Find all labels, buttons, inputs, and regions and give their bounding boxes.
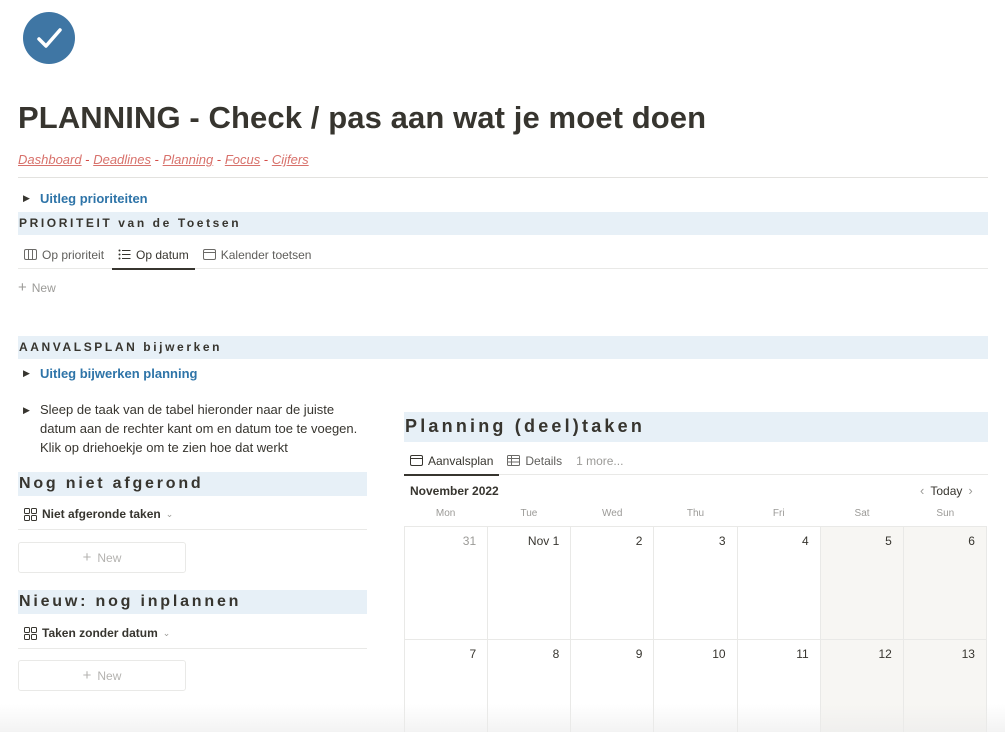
- toggle-label: Uitleg prioriteiten: [40, 191, 148, 206]
- nav-separator: -: [216, 152, 222, 167]
- day-number: 5: [885, 534, 892, 548]
- day-number: 10: [712, 647, 726, 661]
- plus-icon: +: [82, 667, 92, 684]
- calendar-week: [405, 527, 987, 640]
- chevron-down-icon: ⌄: [165, 508, 174, 519]
- weekday-label: Mon: [435, 508, 456, 519]
- instruction-text: Sleep de taak van de tabel hieronder naar de juiste datum aan de rechter kant om en datum toe te voegen. Klik op driehoekje om te zien hoe dat werkt: [40, 402, 358, 455]
- calendar-day-cell[interactable]: [654, 527, 737, 640]
- tab-op-datum[interactable]: Op datum: [112, 240, 195, 269]
- calendar-day-cell-weekend[interactable]: [821, 527, 904, 640]
- calendar-day-cell[interactable]: [654, 640, 737, 732]
- toggle-triangle-icon[interactable]: ▶: [23, 368, 30, 378]
- nav-link-cijfers[interactable]: Cijfers: [271, 152, 309, 167]
- toggle-uitleg-prioriteiten[interactable]: [18, 191, 148, 206]
- checkmark-icon: [33, 22, 65, 54]
- day-number: 4: [802, 534, 809, 548]
- priority-view-tabs: [18, 240, 988, 269]
- heading-planning-deeltaken: Planning (deel)taken: [404, 412, 988, 442]
- nav-links: [18, 152, 309, 167]
- weekday-label: Sun: [936, 508, 955, 519]
- toggle-uitleg-bijwerken[interactable]: [18, 366, 197, 381]
- heading-nieuw-inplannen: Nieuw: nog inplannen: [18, 590, 367, 614]
- day-number: 6: [968, 534, 975, 548]
- calendar-day-cell[interactable]: [738, 527, 821, 640]
- calendar-day-cell-weekend[interactable]: [821, 640, 904, 732]
- page-icon[interactable]: [23, 12, 75, 64]
- section-heading-prioriteit: PRIORITEIT van de Toetsen: [18, 212, 988, 235]
- divider: [18, 648, 367, 649]
- calendar-day-cell[interactable]: [488, 527, 571, 640]
- calendar-navigation: [914, 483, 979, 498]
- day-number: 12: [878, 647, 892, 661]
- view-selector-zonder-datum[interactable]: Taken zonder datum ⌄: [18, 626, 170, 640]
- nav-link-planning[interactable]: Planning: [162, 152, 214, 167]
- weekday-label: Thu: [686, 508, 705, 519]
- chevron-right-icon[interactable]: ›: [968, 483, 973, 498]
- nav-separator: -: [263, 152, 269, 167]
- chevron-left-icon[interactable]: ‹: [920, 483, 925, 498]
- calendar-icon: [203, 248, 216, 261]
- calendar-view-tabs: [404, 446, 988, 475]
- gallery-icon: [24, 627, 37, 640]
- nav-link-focus[interactable]: Focus: [224, 152, 261, 167]
- chevron-down-icon: ⌄: [162, 627, 171, 638]
- calendar-day-cell[interactable]: [571, 640, 654, 732]
- calendar-icon: [410, 454, 423, 467]
- priority-new-button[interactable]: + New: [18, 279, 56, 296]
- instruction-toggle: [18, 400, 360, 457]
- weekday-label: Tue: [520, 508, 538, 519]
- day-number: 7: [469, 647, 477, 661]
- day-number: 9: [635, 647, 643, 661]
- board-icon: [24, 248, 37, 261]
- toggle-triangle-icon[interactable]: ▶: [23, 405, 30, 415]
- nav-link-dashboard[interactable]: Dashboard: [18, 152, 82, 167]
- new-card-button-niet-afgerond[interactable]: + New: [18, 542, 186, 573]
- heading-nog-niet-afgerond: Nog niet afgerond: [18, 472, 367, 496]
- divider: [18, 529, 367, 530]
- view-selector-niet-afgeronde[interactable]: Niet afgeronde taken ⌄: [18, 507, 173, 521]
- calendar-day-cell-weekend[interactable]: [904, 640, 987, 732]
- calendar-weekday-header: [404, 508, 987, 519]
- nav-link-deadlines[interactable]: Deadlines: [93, 152, 152, 167]
- tab-kalender-toetsen[interactable]: Kalender toetsen: [197, 240, 318, 269]
- day-number: 13: [961, 647, 975, 661]
- toggle-triangle-icon[interactable]: ▶: [23, 193, 30, 203]
- calendar-month-label: November 2022: [410, 484, 499, 498]
- day-number: Nov 1: [527, 534, 560, 548]
- calendar-day-cell[interactable]: [405, 640, 488, 732]
- day-number: 8: [552, 647, 560, 661]
- nav-separator: -: [154, 152, 159, 167]
- calendar-week: [405, 640, 987, 732]
- plus-icon: +: [18, 279, 27, 296]
- tab-more-views[interactable]: 1 more...: [576, 453, 624, 468]
- day-number: 2: [635, 534, 643, 548]
- table-icon: [507, 454, 520, 467]
- tab-details[interactable]: Details: [501, 446, 568, 475]
- plus-icon: +: [82, 549, 92, 566]
- calendar-day-cell-weekend[interactable]: [904, 527, 987, 640]
- day-number: 11: [796, 647, 809, 661]
- divider: [18, 177, 988, 178]
- today-button[interactable]: Today: [930, 483, 963, 498]
- list-icon: [118, 248, 131, 261]
- calendar-day-cell[interactable]: [405, 527, 488, 640]
- calendar-grid: [404, 526, 987, 732]
- tab-op-prioriteit[interactable]: Op prioriteit: [18, 240, 110, 269]
- nav-separator: -: [85, 152, 90, 167]
- weekday-label: Wed: [602, 508, 623, 519]
- calendar-day-cell[interactable]: [571, 527, 654, 640]
- tab-aanvalsplan[interactable]: Aanvalsplan: [404, 446, 499, 475]
- weekday-label: Fri: [772, 508, 785, 519]
- new-card-button-inplannen[interactable]: + New: [18, 660, 186, 691]
- gallery-icon: [24, 508, 37, 521]
- day-number: 3: [718, 534, 726, 548]
- day-number: 31: [462, 534, 477, 548]
- calendar-day-cell[interactable]: [488, 640, 571, 732]
- page-title: PLANNING - Check / pas aan wat je moet doen: [18, 100, 707, 135]
- toggle-label: Uitleg bijwerken planning: [40, 366, 198, 381]
- weekday-label: Sat: [854, 508, 870, 519]
- section-heading-aanvalsplan: AANVALSPLAN bijwerken: [18, 336, 988, 359]
- calendar-day-cell[interactable]: [738, 640, 821, 732]
